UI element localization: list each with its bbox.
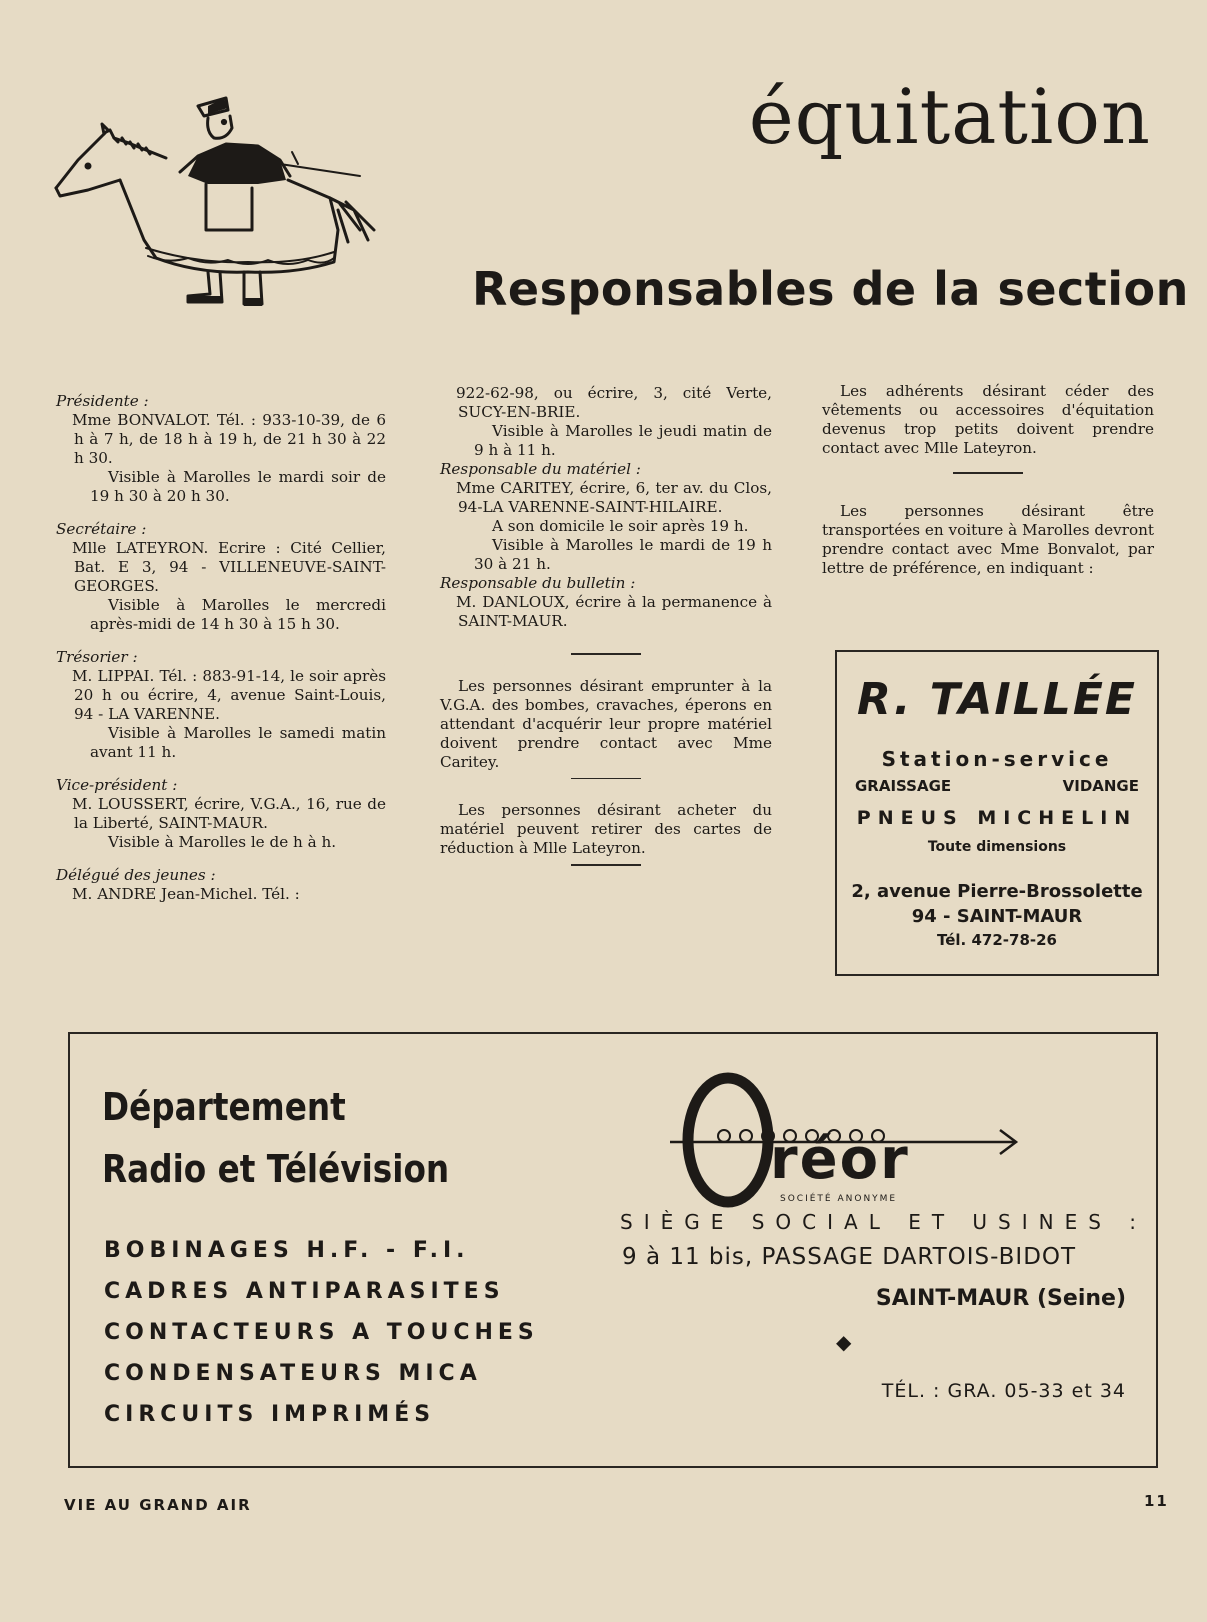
sport-title: équitation	[748, 72, 1151, 161]
officer-visibility: A son domicile le soir après 19 h.	[492, 517, 749, 535]
role-label: Délégué des jeunes :	[56, 866, 216, 884]
ad-oreor	[68, 1032, 1158, 1468]
officer-visibility: Visible à Marolles le jeudi matin de 9 h à 11 h.	[474, 422, 772, 459]
ad-phone: TÉL. : GRA. 05-33 et 34	[881, 1380, 1126, 1402]
notice-paragraph: Les personnes désirant acheter du matériel peuvent retirer des cartes de réduction à Mlle Lateyron.	[440, 801, 772, 857]
product-item: CONTACTEURS A TOUCHES	[104, 1320, 539, 1345]
officer-contact: M. LOUSSERT, écrire, V.G.A., 16, rue de la Liberté, SAINT-MAUR.	[72, 795, 386, 832]
ad-pneus: PNEUS MICHELIN	[856, 807, 1138, 829]
ad-city: 94 - SAINT-MAUR	[911, 906, 1083, 927]
ad-department-line: Département	[102, 1085, 346, 1129]
officer-visibility: Visible à Marolles le mardi de 19 h 30 à 21 h.	[474, 536, 772, 573]
product-item: CIRCUITS IMPRIMÉS	[104, 1402, 436, 1427]
company-type: SOCIÉTÉ ANONYME	[780, 1194, 898, 1204]
ad-service: Station-service	[881, 747, 1113, 771]
product-item: CADRES ANTIPARASITES	[104, 1279, 505, 1304]
officer-visibility: Visible à Marolles le mardi soir de 19 h 30 à 20 h 30.	[90, 468, 386, 505]
page-number: 11	[1144, 1492, 1169, 1510]
product-item: CONDENSATEURS MICA	[104, 1361, 482, 1386]
ad-dimensions: Toute dimensions	[927, 839, 1067, 855]
role-label: Responsable du matériel :	[440, 460, 641, 478]
ad-siege: SIÈGE SOCIAL ET USINES :	[620, 1210, 1148, 1234]
ad-taillee	[835, 650, 1159, 976]
notice-paragraph: Les adhérents désirant céder des vêtements ou accessoires d'équitation devenus trop petits doivent prendre contact avec Mlle Lateyron.	[822, 382, 1154, 457]
role-label: Trésorier :	[56, 648, 138, 666]
officer-contact: Mlle LATEYRON. Ecrire : Cité Cellier, Bat. E 3, 94 - VILLENEUVE-SAINT-GEORGES.	[72, 539, 386, 595]
ad-phone: Tél. 472-78-26	[937, 931, 1057, 949]
divider	[571, 653, 641, 655]
ad-address: 9 à 11 bis, PASSAGE DARTOIS-BIDOT	[622, 1244, 1077, 1270]
officer-contact: M. ANDRE Jean-Michel. Tél. :	[72, 885, 300, 903]
role-label: Secrétaire :	[56, 520, 147, 538]
ad-products	[104, 1230, 539, 1435]
officer-contact: Mme CARITEY, écrire, 6, ter av. du Clos, 94-LA VARENNE-SAINT-HILAIRE.	[456, 479, 772, 516]
diamond-icon: ◆	[836, 1330, 852, 1354]
officer-visibility: Visible à Marolles le mercredi après-midi de 14 h 30 à 15 h 30.	[90, 596, 386, 633]
ad-department	[102, 1076, 506, 1200]
divider	[571, 864, 641, 866]
ad-address: 2, avenue Pierre-Brossolette	[851, 881, 1143, 902]
role-label: Responsable du bulletin :	[440, 574, 636, 592]
ad-brand: R. TAILLÉE	[857, 674, 1137, 725]
column-officers	[56, 392, 386, 918]
officer-contact: M. LIPPAI. Tél. : 883-91-14, le soir après 20 h ou écrire, 4, avenue Saint-Louis, 94 - LA VARENNE.	[72, 667, 386, 723]
ad-city: SAINT-MAUR (Seine)	[875, 1286, 1126, 1311]
divider	[571, 778, 641, 780]
oreor-logo-text: réor	[770, 1127, 910, 1192]
product-item: BOBINAGES H.F. - F.I.	[104, 1238, 470, 1263]
officer-contact: M. DANLOUX, écrire à la permanence à SAINT-MAUR.	[456, 593, 772, 630]
magazine-name: VIE AU GRAND AIR	[64, 1496, 252, 1514]
notice-paragraph: Les personnes désirant emprunter à la V.G.A. des bombes, cravaches, éperons en attendant d'acquérir leur propre matériel doivent prendre contact avec Mme Caritey.	[440, 676, 772, 771]
officer-visibility: Visible à Marolles le de h à h.	[108, 833, 337, 851]
officer-visibility: Visible à Marolles le samedi matin avant 11 h.	[90, 724, 386, 761]
role-label: Présidente :	[56, 392, 149, 410]
page-title: Responsables de la section	[472, 262, 1189, 316]
horse-rider-illustration	[48, 80, 393, 320]
column-materials	[440, 384, 772, 880]
divider	[953, 472, 1023, 474]
ad-department-line: Radio et Télévision	[102, 1147, 450, 1191]
column-notices	[822, 382, 1154, 578]
officer-contact: Mme BONVALOT. Tél. : 933-10-39, de 6 h à 7 h, de 18 h à 19 h, de 21 h 30 à 22 h 30.	[72, 411, 386, 467]
ad-services-row	[837, 777, 1157, 795]
ad-vidange: VIDANGE	[1062, 777, 1139, 795]
officer-contact: 922-62-98, ou écrire, 3, cité Verte, SUCY-EN-BRIE.	[456, 384, 772, 421]
ad-graissage: GRAISSAGE	[855, 777, 952, 795]
role-label: Vice-président :	[56, 776, 178, 794]
notice-paragraph: Les personnes désirant être transportées en voiture à Marolles devront prendre contact avec Mme Bonvalot, par lettre de préférence, en indiquant :	[822, 501, 1154, 577]
